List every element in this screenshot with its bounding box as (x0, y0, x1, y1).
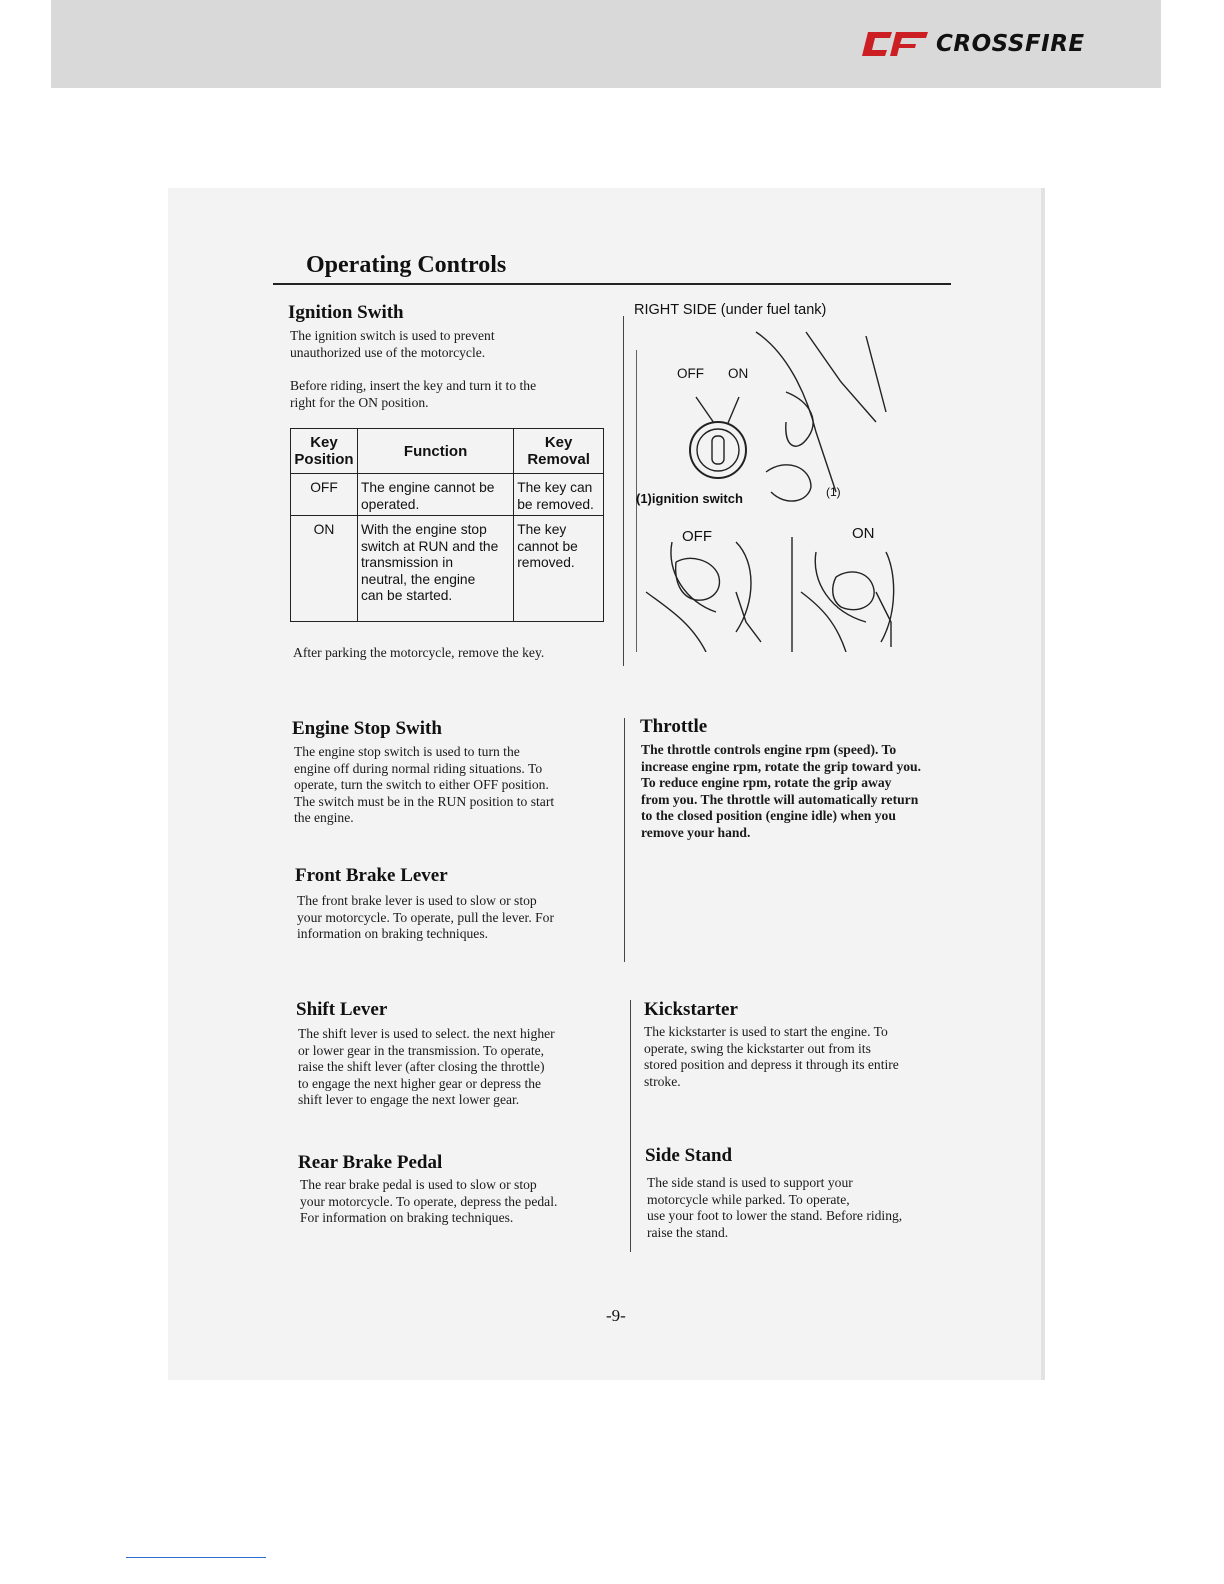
section-heading-kickstarter: Kickstarter (644, 999, 738, 1020)
column-divider (624, 718, 625, 962)
figure-caption-right-side: RIGHT SIDE (under fuel tank) (634, 302, 827, 318)
table-row (291, 516, 604, 622)
table-cell: The key can be removed. (514, 474, 604, 516)
table-header: Function (357, 429, 513, 474)
front-brake-text: The front brake lever is used to slow or stop your motorcycle. To operate, pull the lever. For information on braking techniques. (297, 893, 555, 942)
table-row (291, 474, 604, 516)
section-heading-throttle: Throttle (640, 716, 708, 737)
figure-label-off: OFF (677, 366, 704, 381)
title-rule (273, 283, 951, 285)
figure-label-on: ON (728, 366, 749, 381)
table-cell: The key cannot be removed. (514, 516, 604, 622)
figure-caption-ignition-switch: (1)ignition switch (636, 491, 743, 506)
brand-name: CROSSFIRE (936, 31, 1085, 57)
brand-logo (862, 27, 1102, 61)
table-cell: ON (291, 516, 358, 622)
shift-lever-text: The shift lever is used to select. the next higher or lower gear in the transmission. To operate, raise the shift lever (after closing the throttle) to engage the next higher gear or depress the shift lever to engage the next lower gear. (298, 1026, 555, 1108)
table-header-row (291, 429, 604, 474)
ignition-intro: The ignition switch is used to prevent unauthorized use of the motorcycle. (290, 328, 495, 360)
section-heading-engine-stop: Engine Stop Swith (292, 718, 442, 739)
rear-brake-text: The rear brake pedal is used to slow or stop your motorcycle. To operate, depress the pedal. For information on braking techniques. (300, 1177, 558, 1226)
figure-label-lower-off: OFF (682, 528, 712, 545)
column-divider (623, 316, 624, 666)
table-cell: With the engine stop switch at RUN and the transmission in neutral, the engine can be started. (357, 516, 513, 622)
figure-callout: (1) (826, 485, 841, 499)
section-heading-ignition: Ignition Swith (288, 302, 404, 323)
table-header: Key Position (291, 429, 358, 474)
section-heading-rear-brake: Rear Brake Pedal (298, 1152, 443, 1173)
crossfire-logo-icon (862, 30, 928, 58)
engine-stop-text: The engine stop switch is used to turn the engine off during normal riding situations. To operate, turn the switch to either OFF position. The switch must be in the RUN position to start the engine. (294, 744, 555, 826)
kickstarter-text: The kickstarter is used to start the engine. To operate, swing the kickstarter out from its stored position and depress it through its entire stroke. (644, 1024, 899, 1089)
page-number: -9- (606, 1306, 626, 1325)
table-cell: The engine cannot be operated. (357, 474, 513, 516)
figure-label-lower-on: ON (852, 525, 875, 542)
table-cell: OFF (291, 474, 358, 516)
section-heading-shift-lever: Shift Lever (296, 999, 388, 1020)
ignition-after-parking: After parking the motorcycle, remove the key. (293, 645, 545, 660)
ignition-switch-illustration-icon (636, 322, 896, 652)
table-header: Key Removal (514, 429, 604, 474)
side-stand-text: The side stand is used to support your motorcycle while parked. To operate, use your foot to lower the stand. Before riding, raise the stand. (647, 1175, 903, 1240)
ignition-instructions: Before riding, insert the key and turn it to the right for the ON position. (290, 378, 537, 410)
column-divider (630, 1000, 631, 1252)
page-title: Operating Controls (306, 252, 507, 278)
footer-link-underline[interactable] (126, 1557, 266, 1558)
throttle-text: The throttle controls engine rpm (speed). To increase engine rpm, rotate the grip toward you. To reduce engine rpm, rotate the grip away from you. The throttle will automatically return to the closed position (engine idle) when you remove your hand. (641, 742, 922, 840)
section-heading-front-brake: Front Brake Lever (295, 865, 448, 886)
section-heading-side-stand: Side Stand (645, 1145, 733, 1166)
key-position-table (290, 428, 604, 622)
